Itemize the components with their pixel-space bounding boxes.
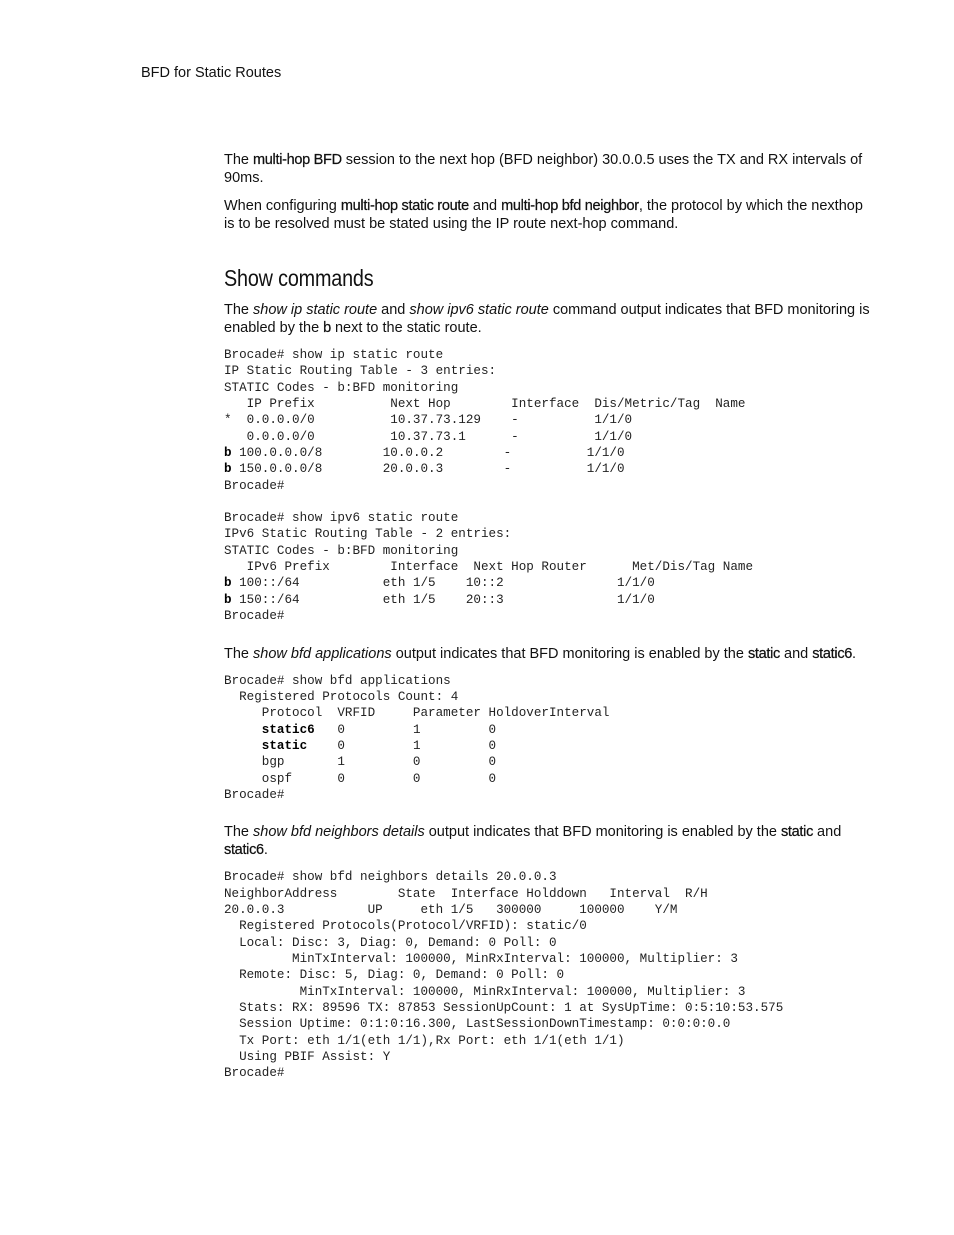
paragraph-show-bfd-neighbors: The show bfd neighbors details output indicates that BFD monitoring is enabled by the static and static6. [224, 824, 842, 859]
main-content [224, 151, 870, 1082]
section-heading: Show commands [224, 265, 374, 291]
cli-show-ip-static-route: Brocade# show ip static route IP Static Routing Table - 3 entries: STATIC Codes - b:BFD monitoring IP Prefix Next Hop Interface Dis/Metric/Tag Name * 0.0.0.0/0 10.37.73.129 - 1/1/0 0.0.0.0/0 10.37.73.1 - 1/1/0 b 100.0.0.0/8 10.0.0.2 - 1/1/0 b 150.0.0.0/8 20.0.0.3 - 1/1/0 Brocade# [224, 348, 746, 493]
paragraph-show-bfd-applications: The show bfd applications output indicates that BFD monitoring is enabled by the static and static6. [224, 645, 857, 662]
cli-show-bfd-neighbors-details: Brocade# show bfd neighbors details 20.0.0.3 NeighborAddress State Interface Holddown Interval R/H 20.0.0.3 UP eth 1/5 300000 100000 Y/M Registered Protocols(Protocol/VRFID): static/0 Local: Disc: 3, Diag: 0, Demand: 0 Poll: 0 MinTxInterval: 100000, MinRxInterval: 100000, Multiplier: 3 Remote: Disc: 5, Diag: 0, Demand: 0 Poll: 0 MinTxInterval: 100000, MinRxInterval: 100000, Multiplier: 3 Stats: RX: 89596 TX: 87853 SessionUpCount: 1 at SysUpTime: 0:5:10:53.575 Session Uptime: 0:1:0:16.300, LastSessionDownTimestamp: 0:0:0:0.0 Tx Port: eth 1/1(eth 1/1),Rx Port: eth 1/1(eth 1/1) Using PBIF Assist: Y Brocade# [224, 870, 784, 1081]
cli-show-bfd-applications: Brocade# show bfd applications Registered Protocols Count: 4 Protocol VRFID Parameter HoldoverInterval static6 0 1 0 static 0 1 0 bgp 1 0 0 ospf 0 0 0 Brocade# [224, 673, 610, 802]
running-header: BFD for Static Routes [141, 65, 282, 81]
paragraph-show-static-route: The show ip static route and show ipv6 static route command output indicates that BFD monitoring is enabled by the b next to the static route. [224, 302, 870, 336]
paragraph-multihop-intervals: The multi-hop BFD session to the next hop (BFD neighbor) 30.0.0.5 uses the TX and RX intervals of 90ms. [224, 152, 863, 186]
paragraph-multihop-config: When configuring multi-hop static route and multi-hop bfd neighbor, the protocol by which the nexthop is to be resolved must be stated using the IP route next-hop command. [224, 198, 863, 232]
cli-show-ipv6-static-route: Brocade# show ipv6 static route IPv6 Static Routing Table - 2 entries: STATIC Codes - b:BFD monitoring IPv6 Prefix Interface Next Hop Router Met/Dis/Tag Name b 100::/64 eth 1/5 10::2 1/1/0 b 150::/64 eth 1/5 20::3 1/1/0 Brocade# [224, 511, 754, 624]
